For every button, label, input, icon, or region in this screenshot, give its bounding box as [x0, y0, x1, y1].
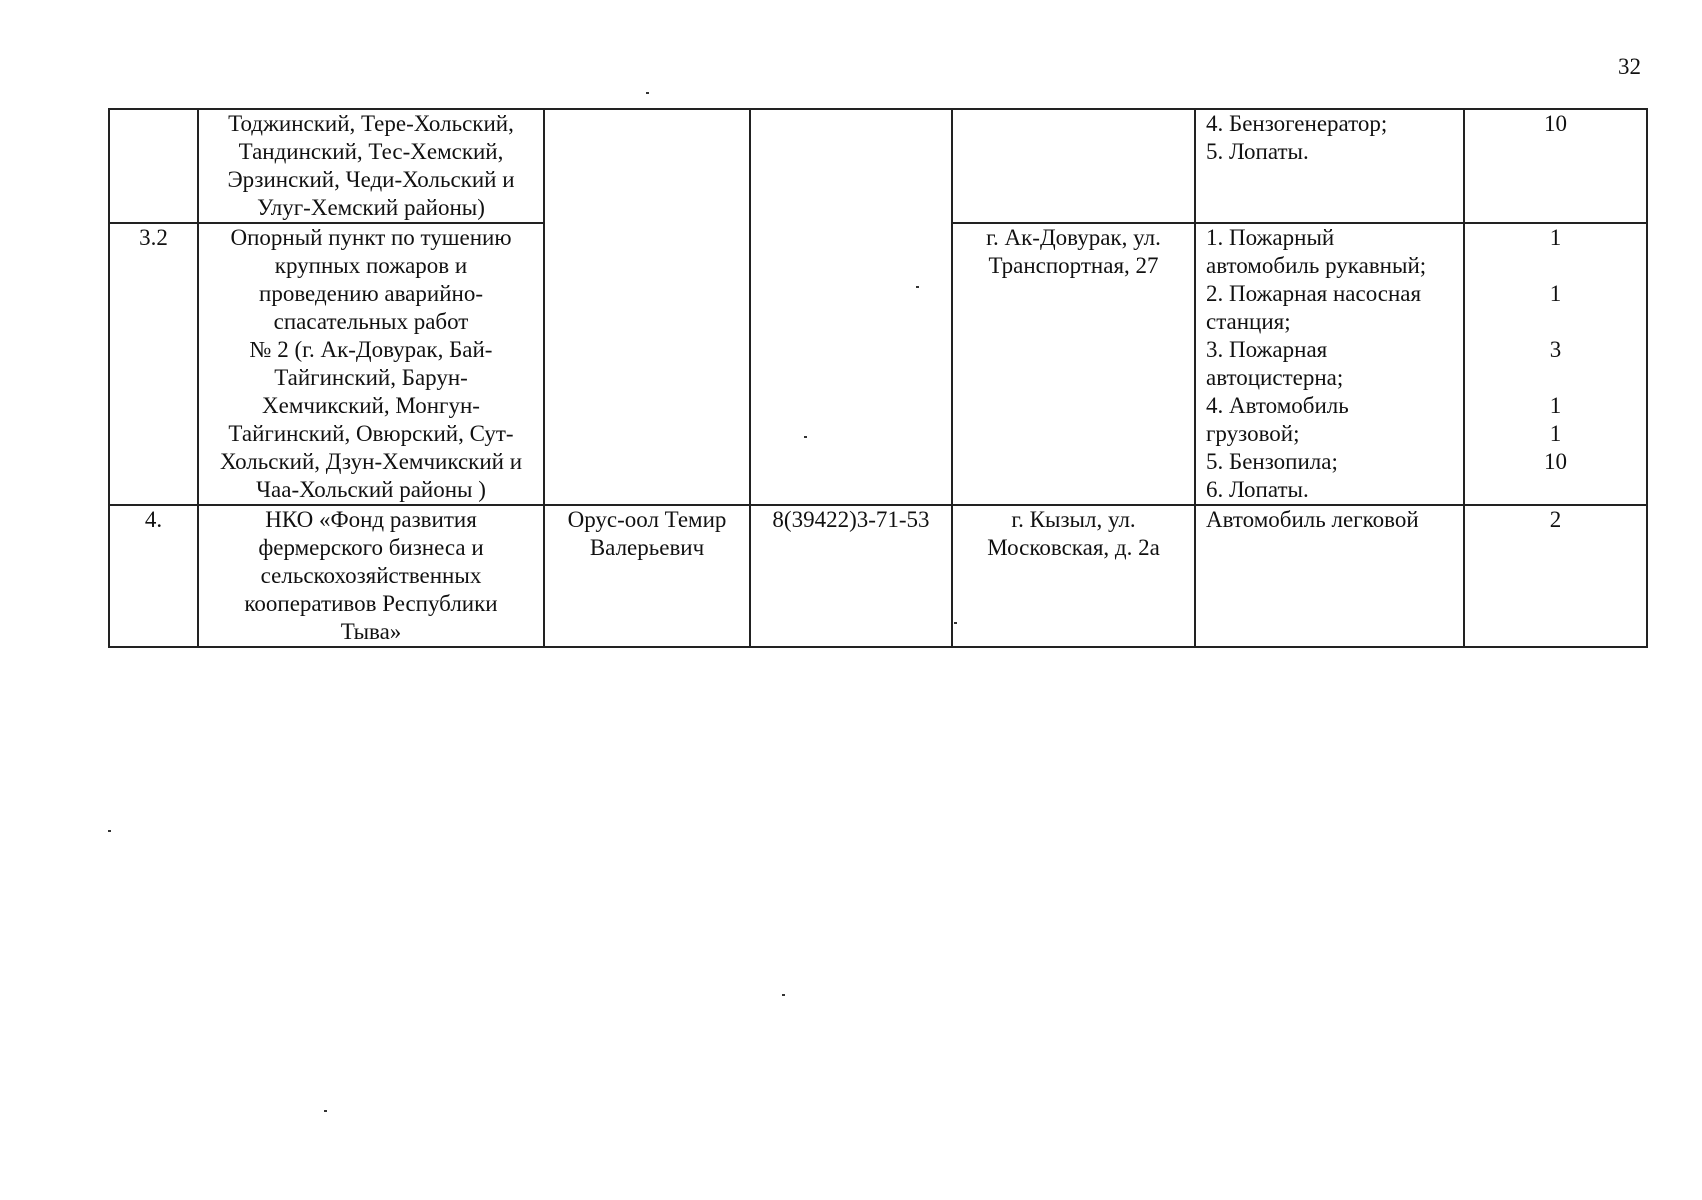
responsible-person-cell — [544, 109, 750, 223]
responsible-person-cell — [544, 223, 750, 505]
phone-number: 8(39422)3-71-53 — [772, 507, 930, 532]
phone-cell — [750, 223, 952, 505]
address-line: Московская, д. 2а — [987, 535, 1160, 560]
organization-line: Тайгинский, Барун- — [274, 365, 468, 390]
organization-cell — [198, 505, 544, 647]
organization-line: сельскохозяйственных — [260, 563, 482, 588]
organization-line: Хольский, Дзун-Хемчикский и — [219, 449, 523, 474]
address-line: г. Ак-Довурак, ул. — [986, 225, 1161, 250]
equipment-cell — [1195, 505, 1464, 647]
organization-line: Улуг-Хемский районы) — [257, 195, 485, 220]
quantity-value: 1 — [1549, 393, 1562, 418]
equipment-line: 3. Пожарная — [1206, 337, 1328, 362]
organization-line: Чаа-Хольский районы ) — [256, 477, 486, 502]
table-row — [109, 505, 1647, 647]
address-cell — [952, 223, 1195, 505]
equipment-line: 1. Пожарный — [1206, 225, 1335, 250]
responsible-person-cell — [544, 505, 750, 647]
equipment-cell — [1195, 109, 1464, 223]
quantity-value: 3 — [1549, 337, 1562, 362]
quantity-value: 10 — [1544, 449, 1567, 474]
organization-line: № 2 (г. Ак-Довурак, Бай- — [249, 337, 493, 362]
equipment-line: 4. Автомобиль — [1206, 393, 1349, 418]
quantity-value: 1 — [1549, 421, 1562, 446]
equipment-line: станция; — [1206, 309, 1291, 334]
phone-cell — [750, 109, 952, 223]
organization-line: Хемчикский, Монгун- — [262, 393, 480, 418]
row-number: 4. — [144, 507, 163, 532]
table-row — [109, 223, 1647, 505]
equipment-line: 6. Лопаты. — [1206, 477, 1309, 502]
organization-line: Тоджинский, Тере-Хольский, — [228, 111, 514, 136]
scan-speck — [108, 830, 111, 832]
address-line: Транспортная, 27 — [988, 253, 1159, 278]
quantity-value: 2 — [1549, 507, 1562, 532]
page-number: 32 — [1618, 54, 1641, 79]
quantity-value: 1 — [1549, 281, 1562, 306]
row-number-cell — [109, 223, 198, 505]
row-number: 3.2 — [139, 225, 168, 250]
equipment-line: 2. Пожарная насосная — [1206, 281, 1422, 306]
organization-line: Опорный пункт по тушению — [230, 225, 512, 250]
equipment-line: 5. Бензопила; — [1206, 449, 1338, 474]
person-line: Орус-оол Темир — [567, 507, 727, 532]
organization-line: спасательных работ — [273, 309, 469, 334]
scan-speck — [324, 1110, 327, 1112]
organization-line: проведению аварийно- — [259, 281, 483, 306]
organization-line: Тандинский, Тес-Хемский, — [238, 139, 504, 164]
equipment-line: Автомобиль легковой — [1206, 507, 1419, 532]
organization-line: кооперативов Республики — [244, 591, 498, 616]
phone-cell — [750, 505, 952, 647]
organization-cell — [198, 223, 544, 505]
equipment-line: автоцистерна; — [1206, 365, 1344, 390]
equipment-line: автомобиль рукавный; — [1206, 253, 1427, 278]
person-line: Валерьевич — [589, 535, 705, 560]
table-row — [109, 109, 1647, 223]
scan-speck — [954, 622, 957, 624]
organization-line: Эрзинский, Чеди-Хольский и — [227, 167, 515, 192]
scan-speck — [804, 436, 807, 438]
organization-line: НКО «Фонд развития — [265, 507, 477, 532]
quantity-value: 1 — [1549, 225, 1562, 250]
scan-speck — [916, 286, 919, 288]
scan-speck — [646, 92, 649, 94]
scan-speck — [782, 994, 785, 996]
quantity-value: 10 — [1544, 111, 1567, 136]
equipment-line: 5. Лопаты. — [1206, 139, 1309, 164]
quantity-cell — [1464, 109, 1647, 223]
row-number-cell — [109, 109, 198, 223]
equipment-line: грузовой; — [1206, 421, 1300, 446]
row-number-cell — [109, 505, 198, 647]
organization-line: Тайгинский, Овюрский, Сут- — [228, 421, 514, 446]
address-line: г. Кызыл, ул. — [1011, 507, 1136, 532]
equipment-table — [108, 108, 1648, 648]
quantity-cell — [1464, 223, 1647, 505]
organization-line: крупных пожаров и — [274, 253, 468, 278]
quantity-cell — [1464, 505, 1647, 647]
equipment-cell — [1195, 223, 1464, 505]
organization-line: фермерского бизнеса и — [258, 535, 484, 560]
address-cell — [952, 505, 1195, 647]
equipment-line: 4. Бензогенератор; — [1206, 111, 1388, 136]
organization-cell — [198, 109, 544, 223]
address-cell — [952, 109, 1195, 223]
organization-line: Тыва» — [340, 619, 402, 644]
